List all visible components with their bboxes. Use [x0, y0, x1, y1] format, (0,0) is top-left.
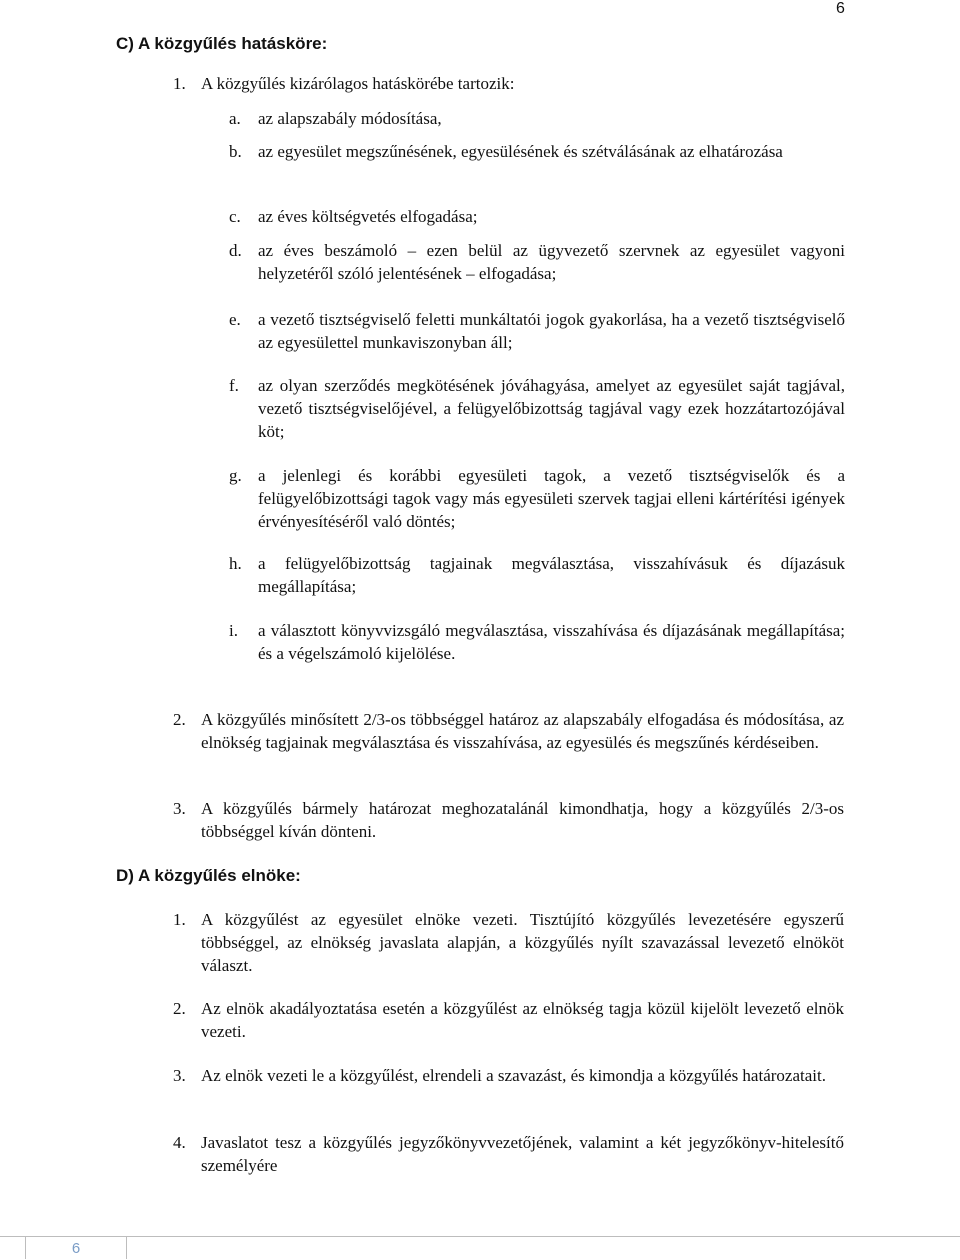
list-text: Az elnök vezeti le a közgyűlést, elrendeli a szavazást, és kimondja a közgyűlés határozatait.: [201, 1066, 826, 1085]
list-marker: 1.: [173, 910, 186, 929]
list-text: az egyesület megszűnésének, egyesülésének és szétválásának az elhatározása: [258, 142, 783, 161]
list-marker: 2.: [173, 999, 186, 1018]
list-text: A közgyűlés bármely határozat meghozatalánál kimondhatja, hogy a közgyűlés 2/3-os többséggel kíván dönteni.: [201, 799, 844, 841]
sub-item-e: [229, 308, 845, 354]
list-text: Javaslatot tesz a közgyűlés jegyzőkönyvvezetőjének, valamint a két jegyzőkönyv-hitelesítő személyére: [201, 1133, 844, 1175]
sub-item-f: [229, 374, 845, 443]
list-marker: 3.: [173, 799, 186, 818]
list-text: a felügyelőbizottság tagjainak megválasztása, visszahívásuk és díjazásuk megállapítása;: [258, 554, 845, 596]
list-item: [173, 708, 844, 754]
list-item: [173, 908, 844, 977]
list-text: A közgyűlés kizárólagos hatáskörébe tartozik:: [201, 74, 515, 93]
footer-page-box: [25, 1236, 127, 1259]
sub-item-a: [229, 107, 845, 130]
list-marker: a.: [229, 109, 241, 128]
list-marker: h.: [229, 554, 242, 573]
list-text: az alapszabály módosítása,: [258, 109, 442, 128]
list-item: [173, 997, 844, 1043]
header-page-number: 6: [836, 0, 845, 17]
list-marker: b.: [229, 142, 242, 161]
list-text: A közgyűlést az egyesület elnöke vezeti. Tisztújító közgyűlés levezetésére egyszerű többséggel, az elnökség javaslata alapján, a közgyűlés nyílt szavazással levezető elnököt választ.: [201, 910, 844, 975]
list-marker: i.: [229, 621, 238, 640]
list-marker: g.: [229, 466, 242, 485]
list-marker: 2.: [173, 710, 186, 729]
list-text: A közgyűlés minősített 2/3-os többséggel határoz az alapszabály elfogadása és módosítása, az elnökség tagjainak megválasztása és visszahívása, az egyesülés és megszűnés kérdéseiben.: [201, 710, 844, 752]
sub-item-g: [229, 464, 845, 533]
list-item: [173, 1064, 844, 1087]
footer-page-number: 6: [71, 1240, 81, 1257]
list-item: [173, 72, 844, 95]
list-marker: e.: [229, 310, 241, 329]
list-text: a vezető tisztségviselő feletti munkáltatói jogok gyakorlása, ha a vezető tisztségviselő az egyesülettel munkaviszonyban áll;: [258, 310, 845, 352]
section-d-heading: D) A közgyűlés elnöke:: [116, 866, 301, 885]
list-text: az olyan szerződés megkötésének jóváhagyása, amelyet az egyesület saját tagjával, vezető tisztségviselőjével, a felügyelőbizottság tagjával vagy ezek hozzátartozójával köt;: [258, 376, 845, 441]
list-item: [173, 1131, 844, 1177]
list-text: az éves költségvetés elfogadása;: [258, 207, 478, 226]
list-marker: 1.: [173, 74, 186, 93]
list-text: a választott könyvvizsgáló megválasztása, visszahívása és díjazásának megállapítása; és a végelszámoló kijelölése.: [258, 621, 845, 663]
list-item: [173, 797, 844, 843]
list-text: a jelenlegi és korábbi egyesületi tagok, a vezető tisztségviselők és a felügyelőbizottsági tagok vagy más egyesületi szervek tagjai elleni kártérítési igények érvényesítéséről való döntés;: [258, 466, 845, 531]
section-c-heading: C) A közgyűlés hatásköre:: [116, 34, 328, 53]
list-marker: 3.: [173, 1066, 186, 1085]
list-marker: c.: [229, 207, 241, 226]
sub-item-d: [229, 239, 845, 285]
sub-item-b: [229, 140, 845, 163]
list-marker: f.: [229, 376, 239, 395]
sub-item-i: [229, 619, 845, 665]
list-marker: 4.: [173, 1133, 186, 1152]
sub-item-h: [229, 552, 845, 598]
list-text: Az elnök akadályoztatása esetén a közgyűlést az elnökség tagja közül kijelölt levezető elnök vezeti.: [201, 999, 844, 1041]
list-text: az éves beszámoló – ezen belül az ügyvezető szervnek az egyesület vagyoni helyzetéről szóló jelentésének – elfogadása;: [258, 241, 845, 283]
list-marker: d.: [229, 241, 242, 260]
sub-item-c: [229, 205, 845, 228]
